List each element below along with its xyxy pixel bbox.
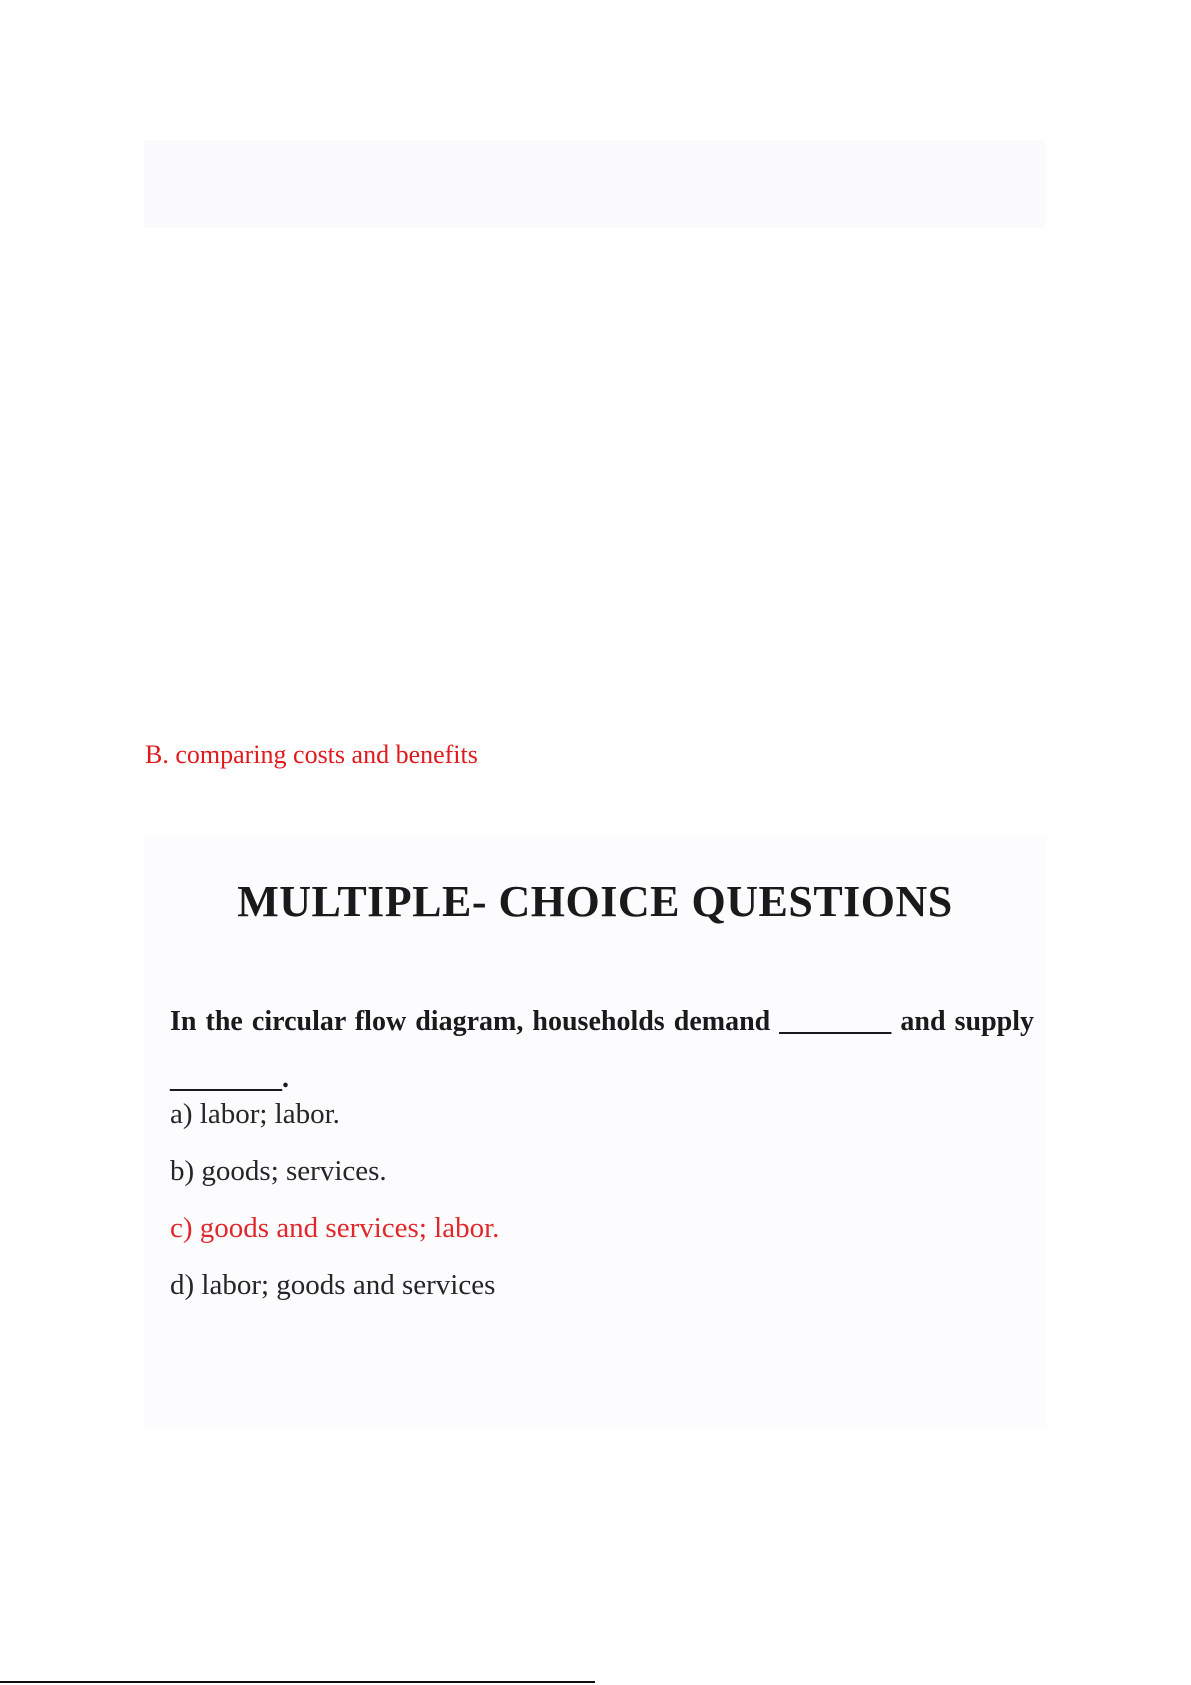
mcq-heading: MULTIPLE- CHOICE QUESTIONS [237, 877, 953, 926]
top-image-placeholder [144, 140, 1046, 228]
answer-text: B. comparing costs and benefits [145, 740, 478, 769]
mcq-option-d: d) labor; goods and services [170, 1269, 496, 1301]
mcq-option-a: a) labor; labor. [170, 1098, 340, 1130]
footer-rule [0, 1681, 595, 1683]
mcq-image [144, 836, 1046, 1428]
mcq-option-b: b) goods; services. [170, 1155, 387, 1187]
mcq-question: In the circular flow diagram, households demand ________ and supply ________. [170, 1006, 1034, 1094]
mcq-option-c: c) goods and services; labor. [170, 1212, 500, 1244]
